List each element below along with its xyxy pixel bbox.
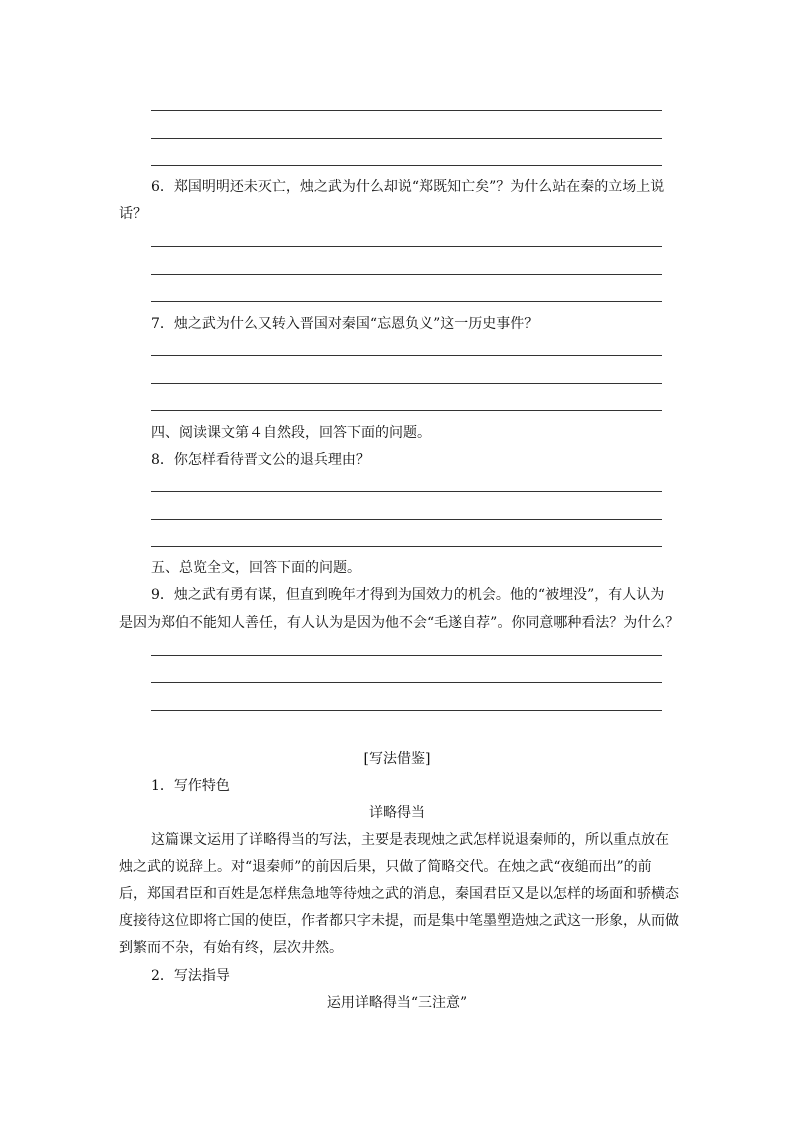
question-9-line-2: 是因为郑伯不能知人善任，有人认为是因为他不会“毛遂自荐”。你同意哪种看法？为什么？ [119,615,680,631]
answer-line [151,165,662,166]
writing-item-2: 2．写法指导 [151,968,230,984]
question-8: 8．你怎样看待晋文公的退兵理由？ [151,452,370,468]
answer-line [151,491,662,492]
writing-subtitle-1: 详略得当 [369,805,425,821]
paragraph-line-3: 后，郑国君臣和百姓是怎样焦急地等待烛之武的消息，秦国君臣又是以怎样的场面和骄横态 [119,886,679,902]
answer-line [151,519,662,520]
answer-line [151,710,662,711]
answer-line [151,274,662,275]
answer-line [151,246,662,247]
paragraph-line-2: 烛之武的说辞上。对“退秦师”的前因后果，只做了简略交代。在烛之武“夜缒而出”的前 [119,859,652,875]
answer-line [151,355,662,356]
writing-item-1: 1．写作特色 [151,778,230,794]
question-6-line-2: 话？ [119,206,147,222]
paragraph-line-4: 度接待这位即将亡国的使臣，作者都只字未提，而是集中笔墨塑造烛之武这一形象，从而做 [119,913,679,929]
answer-line [151,301,662,302]
answer-line [151,110,662,111]
writing-section-title: [写法借鉴] [363,751,431,767]
answer-line [151,138,662,139]
answer-line [151,546,662,547]
answer-line [151,410,662,411]
writing-subtitle-2: 运用详略得当“三注意” [326,995,468,1011]
question-7: 7．烛之武为什么又转入晋国对秦国“忘恩负义”这一历史事件？ [151,316,539,332]
answer-line [151,682,662,683]
paragraph-line-5: 到繁而不杂，有始有终，层次井然。 [119,940,343,956]
paragraph-line-1: 这篇课文运用了详略得当的写法，主要是表现烛之武怎样说退秦师的，所以重点放在 [151,832,669,848]
question-9-line-1: 9．烛之武有勇有谋，但直到晚年才得到为国效力的机会。他的“被埋没”，有人认为 [151,587,665,603]
answer-line [151,383,662,384]
answer-line [151,655,662,656]
section-4-heading: 四、阅读课文第４自然段，回答下面的问题。 [151,425,431,441]
section-5-heading: 五、总览全文，回答下面的问题。 [151,560,361,576]
question-6-line-1: 6．郑国明明还未灭亡，烛之武为什么却说“郑既知亡矣”？为什么站在秦的立场上说 [151,179,665,195]
